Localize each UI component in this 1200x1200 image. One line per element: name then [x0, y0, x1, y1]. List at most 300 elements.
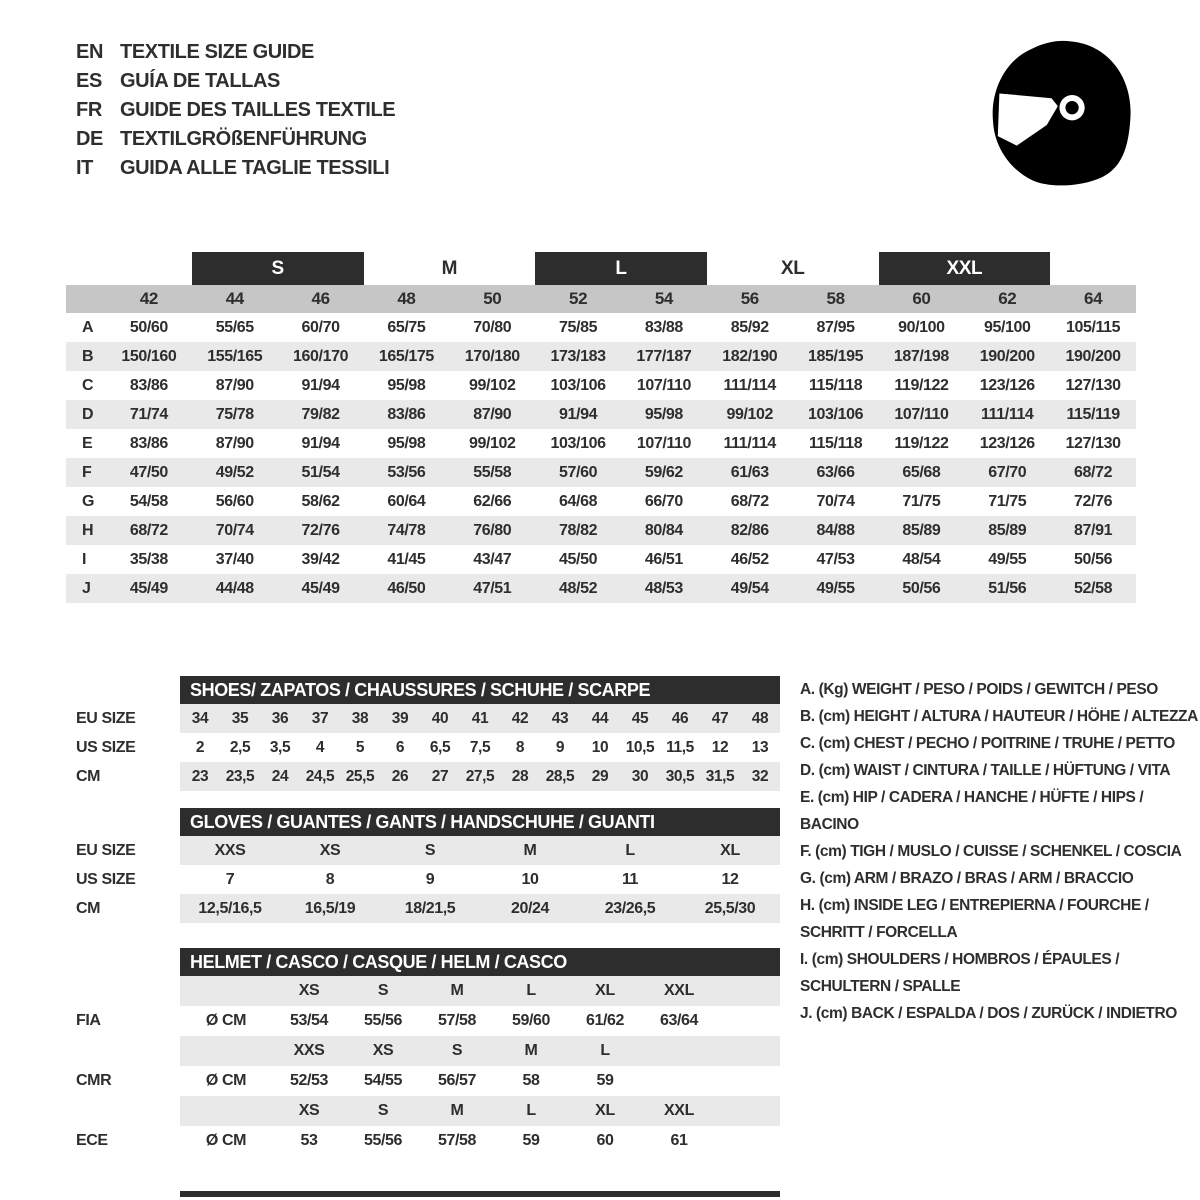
size-group-row — [66, 252, 1136, 285]
measure-value: 55/65 — [215, 318, 254, 336]
cropped-next-section-bar — [180, 1191, 780, 1197]
size-group-l: L — [535, 252, 707, 285]
measure-value: 87/90 — [215, 376, 254, 394]
measure-value: 95/98 — [387, 376, 426, 394]
cell-value: 23 — [191, 767, 209, 785]
row-label: US SIZE — [76, 738, 136, 756]
legend-item: C. (cm) CHEST / PECHO / POITRINE / TRUHE / PETTO — [800, 735, 1175, 752]
language-title-block — [76, 38, 395, 183]
cell-value: 30,5 — [665, 767, 695, 785]
measure-value: 49/52 — [215, 463, 254, 481]
row-label: FIA — [76, 1012, 101, 1029]
measure-row-j — [66, 574, 1136, 603]
row-values — [180, 704, 780, 733]
size-group-xl: XL — [780, 257, 805, 279]
measure-value: 103/106 — [808, 405, 864, 423]
row-label — [62, 1096, 180, 1126]
cell-value: 54/55 — [363, 1072, 403, 1089]
cell-value: 24,5 — [305, 767, 335, 785]
measure-value: 43/47 — [473, 550, 512, 568]
cell-value: S — [377, 1102, 389, 1119]
measure-value: 71/75 — [902, 492, 941, 510]
row-values — [180, 894, 780, 923]
cell-value: 2 — [195, 738, 205, 756]
measure-value: 170/180 — [464, 347, 520, 365]
gloves-row — [62, 865, 780, 894]
helmet-row — [62, 1126, 780, 1156]
gloves-table-header: GLOVES / GUANTES / GANTS / HANDSCHUHE / GUANTI — [180, 808, 780, 836]
legend-item: A. (Kg) WEIGHT / PESO / POIDS / GEWITCH / PESO — [800, 681, 1158, 698]
measure-value: 50/60 — [129, 318, 168, 336]
measure-value: 91/94 — [301, 376, 340, 394]
measure-row-d — [66, 400, 1136, 429]
cell-value: 45 — [631, 709, 649, 727]
measure-value: 75/85 — [559, 318, 598, 336]
measure-value: 155/165 — [207, 347, 263, 365]
measure-value: 187/198 — [893, 347, 949, 365]
measure-value: 39/42 — [301, 550, 340, 568]
measure-value: 56/60 — [215, 492, 254, 510]
cell-value: 7 — [225, 870, 235, 888]
measure-value: 165/175 — [378, 347, 434, 365]
cell-value: 29 — [591, 767, 609, 785]
measure-letter: B — [82, 347, 94, 365]
gloves-row — [62, 836, 780, 865]
measure-row-e — [66, 429, 1136, 458]
cell-value: 59/60 — [511, 1012, 551, 1029]
measure-value: 115/118 — [808, 434, 863, 452]
measure-value: 103/106 — [550, 434, 606, 452]
measure-value: 111/114 — [723, 434, 776, 452]
measure-value: 51/54 — [301, 463, 340, 481]
measure-value: 66/70 — [644, 492, 683, 510]
row-label: CM — [76, 767, 101, 785]
cell-value: XL — [720, 841, 740, 859]
measure-value: 64/68 — [559, 492, 598, 510]
cell-value: 12 — [711, 738, 729, 756]
shoes-row — [62, 733, 780, 762]
measure-value: 58/62 — [301, 492, 340, 510]
cell-value: 36 — [271, 709, 289, 727]
cell-value: 59 — [522, 1132, 540, 1149]
language-row — [76, 38, 395, 67]
measure-value: 115/119 — [1066, 405, 1120, 423]
measure-value: 82/86 — [730, 521, 769, 539]
shoes-row — [62, 762, 780, 791]
measure-value: 115/118 — [808, 376, 863, 394]
cell-value: 5 — [355, 738, 365, 756]
measure-letter: H — [82, 521, 94, 539]
measure-value: 70/74 — [215, 521, 254, 539]
row-values — [180, 1096, 780, 1126]
size-number: 54 — [654, 289, 673, 308]
measure-row-h — [66, 516, 1136, 545]
measure-row-g — [66, 487, 1136, 516]
measure-value: 71/74 — [129, 405, 168, 423]
cell-value: 59 — [596, 1072, 614, 1089]
measurement-legend — [800, 676, 1200, 1027]
measure-value: 72/76 — [301, 521, 340, 539]
legend-item: B. (cm) HEIGHT / ALTURA / HAUTEUR / HÖHE / ALTEZZA — [800, 708, 1198, 725]
row-label — [62, 976, 180, 1006]
measure-letter: F — [82, 463, 92, 481]
measure-value: 35/38 — [129, 550, 168, 568]
measure-value: 37/40 — [215, 550, 254, 568]
cell-value: 27,5 — [465, 767, 495, 785]
measure-value: 55/58 — [473, 463, 512, 481]
cell-value: XXS — [214, 841, 246, 859]
row-values — [180, 1006, 780, 1036]
cell-value: 58 — [522, 1072, 540, 1089]
size-number-row — [66, 285, 1136, 313]
cell-value: M — [450, 982, 464, 999]
cell-value: 42 — [511, 709, 529, 727]
measure-value: 119/122 — [894, 434, 949, 452]
page-title: TEXTILE SIZE GUIDE — [120, 41, 314, 63]
measure-value: 95/98 — [644, 405, 683, 423]
size-number: 46 — [311, 289, 330, 308]
size-number: 44 — [225, 289, 244, 308]
measure-value: 65/68 — [902, 463, 941, 481]
row-values — [180, 865, 780, 894]
measure-value: 103/106 — [550, 376, 606, 394]
cell-value: S — [424, 841, 436, 859]
measure-value: 182/190 — [722, 347, 778, 365]
textile-size-table — [66, 252, 1136, 603]
cell-value: XXS — [293, 1042, 325, 1059]
cell-value: 9 — [425, 870, 435, 888]
helmet-table-header: HELMET / CASCO / CASQUE / HELM / CASCO — [180, 948, 780, 976]
measure-value: 46/51 — [644, 550, 683, 568]
measure-value: 60/64 — [387, 492, 426, 510]
cell-value: M — [524, 1042, 538, 1059]
gloves-size-table — [62, 808, 780, 923]
cell-value: 32 — [751, 767, 769, 785]
measure-value: 49/54 — [730, 579, 769, 597]
legend-item: H. (cm) INSIDE LEG / ENTREPIERNA / FOURCHE / SCHRITT / FORCELLA — [800, 897, 1149, 941]
cell-value: 53 — [300, 1132, 318, 1149]
cell-value: 10 — [591, 738, 609, 756]
helmet-row — [62, 1006, 780, 1036]
measure-value: 53/56 — [387, 463, 426, 481]
language-row — [76, 96, 395, 125]
cell-value: 24 — [271, 767, 289, 785]
cell-value: 53/54 — [289, 1012, 329, 1029]
cell-value: 60 — [596, 1132, 614, 1149]
measure-value: 78/82 — [559, 521, 598, 539]
cell-value: XS — [319, 841, 341, 859]
measure-value: 48/52 — [559, 579, 598, 597]
measure-value: 150/160 — [121, 347, 177, 365]
measure-value: 127/130 — [1065, 376, 1121, 394]
measure-value: 44/48 — [215, 579, 254, 597]
size-group-s: S — [192, 252, 364, 285]
cell-value: 25,5/30 — [704, 899, 756, 917]
shoes-row — [62, 704, 780, 733]
measure-value: 83/86 — [387, 405, 426, 423]
measure-value: 65/75 — [387, 318, 426, 336]
page-title: TEXTILGRÖßENFÜHRUNG — [120, 128, 367, 150]
cell-value: 44 — [591, 709, 609, 727]
measure-value: 45/50 — [559, 550, 598, 568]
measure-letter: J — [82, 579, 91, 597]
language-code: FR — [76, 99, 102, 121]
cell-value: 23/26,5 — [604, 899, 656, 917]
measure-value: 99/102 — [726, 405, 774, 423]
measure-value: 111/114 — [981, 405, 1034, 423]
row-label: EU SIZE — [76, 841, 136, 859]
measure-value: 75/78 — [215, 405, 254, 423]
measure-value: 111/114 — [723, 376, 776, 394]
shoes-size-table — [62, 676, 780, 791]
size-number: 48 — [397, 289, 416, 308]
row-label — [62, 1036, 180, 1066]
cell-value: L — [600, 1042, 610, 1059]
measure-value: 76/80 — [473, 521, 512, 539]
legend-item: G. (cm) ARM / BRAZO / BRAS / ARM / BRACCIO — [800, 870, 1134, 887]
measure-letter: E — [82, 434, 93, 452]
cell-value: XL — [595, 1102, 615, 1119]
cell-value: 55/56 — [363, 1132, 403, 1149]
size-number: 50 — [483, 289, 502, 308]
measure-value: 107/110 — [636, 376, 691, 394]
size-group-spacer — [66, 252, 192, 285]
measure-value: 107/110 — [636, 434, 691, 452]
measure-row-a — [66, 313, 1136, 342]
legend-item: I. (cm) SHOULDERS / HOMBROS / ÉPAULES / SCHULTERN / SPALLE — [800, 951, 1120, 995]
shoes-table-header: SHOES/ ZAPATOS / CHAUSSURES / SCHUHE / SCARPE — [180, 676, 780, 704]
cell-value: XS — [298, 982, 320, 999]
measure-value: 83/86 — [129, 376, 168, 394]
measure-value: 185/195 — [808, 347, 864, 365]
measure-value: 46/50 — [387, 579, 426, 597]
row-label: CMR — [76, 1072, 112, 1089]
cell-value: XS — [372, 1042, 394, 1059]
measure-value: 119/122 — [894, 376, 949, 394]
measure-value: 68/72 — [1074, 463, 1113, 481]
cell-value: 55/56 — [363, 1012, 403, 1029]
cell-value: 12,5/16,5 — [198, 899, 262, 917]
measure-value: 83/86 — [129, 434, 168, 452]
row-values — [180, 762, 780, 791]
measure-value: 95/98 — [387, 434, 426, 452]
language-code: EN — [76, 41, 103, 63]
cell-value: 41 — [471, 709, 489, 727]
cell-value: 18/21,5 — [404, 899, 456, 917]
helmet-row — [62, 976, 780, 1006]
measure-letter: A — [82, 318, 94, 336]
racing-helmet-icon — [982, 30, 1140, 198]
measure-value: 79/82 — [301, 405, 340, 423]
cell-value: 6 — [395, 738, 405, 756]
cell-value: L — [625, 841, 635, 859]
cell-value: 10,5 — [625, 738, 655, 756]
measure-value: 85/92 — [730, 318, 769, 336]
gloves-row — [62, 894, 780, 923]
measure-value: 70/80 — [473, 318, 512, 336]
measure-value: 54/58 — [129, 492, 168, 510]
cell-value: 8 — [515, 738, 525, 756]
measure-value: 60/70 — [301, 318, 340, 336]
measure-value: 91/94 — [559, 405, 598, 423]
measure-value: 41/45 — [387, 550, 426, 568]
legend-item: D. (cm) WAIST / CINTURA / TAILLE / HÜFTUNG / VITA — [800, 762, 1171, 779]
measure-value: 68/72 — [129, 521, 168, 539]
cell-value: 47 — [711, 709, 729, 727]
cell-value: 12 — [721, 870, 739, 888]
measure-value: 46/52 — [730, 550, 769, 568]
size-group-xxl: XXL — [879, 252, 1051, 285]
measure-value: 72/76 — [1074, 492, 1113, 510]
measure-value: 49/55 — [816, 579, 855, 597]
measure-value: 87/90 — [473, 405, 512, 423]
row-values — [180, 733, 780, 762]
measure-value: 190/200 — [979, 347, 1035, 365]
cell-value: 63/64 — [659, 1012, 699, 1029]
cell-value: 57/58 — [437, 1012, 477, 1029]
cell-value: 52/53 — [289, 1072, 329, 1089]
cell-value: 28 — [511, 767, 529, 785]
measure-value: 84/88 — [816, 521, 855, 539]
cell-value: 48 — [751, 709, 769, 727]
measure-value: 85/89 — [902, 521, 941, 539]
cell-value: M — [450, 1102, 464, 1119]
measure-value: 51/56 — [988, 579, 1027, 597]
language-code: IT — [76, 157, 93, 179]
size-number: 60 — [912, 289, 931, 308]
size-number: 52 — [569, 289, 588, 308]
cell-value: 10 — [521, 870, 539, 888]
row-values — [180, 1066, 780, 1096]
helmet-row — [62, 1096, 780, 1126]
cell-value: 8 — [325, 870, 335, 888]
cell-value: 11,5 — [666, 738, 694, 756]
measure-value: 67/70 — [988, 463, 1027, 481]
cell-value: 40 — [431, 709, 449, 727]
language-row — [76, 125, 395, 154]
measure-value: 45/49 — [301, 579, 340, 597]
cell-value: S — [377, 982, 389, 999]
row-label: EU SIZE — [76, 709, 136, 727]
measure-value: 87/90 — [215, 434, 254, 452]
measure-value: 48/53 — [644, 579, 683, 597]
cell-value: 16,5/19 — [304, 899, 356, 917]
measure-value: 123/126 — [979, 376, 1035, 394]
cell-value: 4 — [315, 738, 325, 756]
measure-value: 47/53 — [816, 550, 855, 568]
measure-value: 123/126 — [979, 434, 1035, 452]
measure-value: 61/63 — [730, 463, 769, 481]
row-values — [180, 1036, 780, 1066]
language-row — [76, 67, 395, 96]
size-number: 62 — [998, 289, 1017, 308]
cell-value: 34 — [191, 709, 209, 727]
cell-value: XS — [298, 1102, 320, 1119]
measure-row-f — [66, 458, 1136, 487]
measure-value: 105/115 — [1066, 318, 1121, 336]
cell-value: L — [526, 982, 536, 999]
legend-item: E. (cm) HIP / CADERA / HANCHE / HÜFTE / HIPS / BACINO — [800, 789, 1144, 833]
cell-value: 28,5 — [545, 767, 575, 785]
cell-value: 30 — [631, 767, 649, 785]
cell-value: Ø CM — [205, 1132, 247, 1149]
cell-value: 31,5 — [705, 767, 735, 785]
measure-value: 50/56 — [902, 579, 941, 597]
cell-value: 35 — [231, 709, 249, 727]
cell-value: 61/62 — [585, 1012, 625, 1029]
measure-value: 50/56 — [1074, 550, 1113, 568]
cell-value: 43 — [551, 709, 569, 727]
legend-item: F. (cm) TIGH / MUSLO / CUISSE / SCHENKEL / COSCIA — [800, 843, 1182, 860]
cell-value: 46 — [671, 709, 689, 727]
measure-letter: D — [82, 405, 94, 423]
cell-value: 61 — [670, 1132, 688, 1149]
measure-value: 87/95 — [816, 318, 855, 336]
cell-value: 25,5 — [345, 767, 375, 785]
cell-value: 7,5 — [469, 738, 491, 756]
cell-value: 11 — [621, 870, 639, 888]
cell-value: 39 — [391, 709, 409, 727]
helmet-size-table — [62, 948, 780, 1156]
measure-row-c — [66, 371, 1136, 400]
size-number: 64 — [1084, 289, 1103, 308]
measure-value: 52/58 — [1074, 579, 1113, 597]
row-label: US SIZE — [76, 870, 136, 888]
measure-value: 59/62 — [644, 463, 683, 481]
language-code: ES — [76, 70, 102, 92]
measure-letter: I — [82, 550, 87, 568]
measure-value: 68/72 — [730, 492, 769, 510]
helmet-row — [62, 1036, 780, 1066]
measure-letter: C — [82, 376, 94, 394]
page-title: GUÍA DE TALLAS — [120, 70, 280, 92]
language-row — [76, 154, 395, 183]
cell-value: 27 — [431, 767, 449, 785]
helmet-row — [62, 1066, 780, 1096]
measure-value: 127/130 — [1065, 434, 1121, 452]
cell-value: 38 — [351, 709, 369, 727]
measure-value: 173/183 — [550, 347, 606, 365]
cell-value: 13 — [751, 738, 769, 756]
cell-value: 23,5 — [225, 767, 255, 785]
measure-value: 99/102 — [468, 376, 516, 394]
measure-value: 83/88 — [644, 318, 683, 336]
measure-value: 45/49 — [129, 579, 168, 597]
measure-row-b — [66, 342, 1136, 371]
measure-value: 95/100 — [983, 318, 1031, 336]
measure-value: 70/74 — [816, 492, 855, 510]
measure-value: 190/200 — [1065, 347, 1121, 365]
measure-value: 71/75 — [988, 492, 1027, 510]
measure-row-i — [66, 545, 1136, 574]
cell-value: XXL — [664, 982, 694, 999]
measure-value: 49/55 — [988, 550, 1027, 568]
cell-value: Ø CM — [205, 1012, 247, 1029]
size-number: 42 — [139, 289, 158, 308]
measure-value: 90/100 — [898, 318, 945, 336]
page-title: GUIDE DES TAILLES TEXTILE — [120, 99, 396, 121]
measure-value: 47/51 — [473, 579, 512, 597]
page-title: GUIDA ALLE TAGLIE TESSILI — [120, 157, 390, 179]
size-group-m: M — [441, 257, 458, 279]
size-group-spacer — [1050, 252, 1136, 285]
cell-value: 2,5 — [229, 738, 251, 756]
measure-value: 80/84 — [644, 521, 683, 539]
cell-value: XXL — [664, 1102, 694, 1119]
language-code: DE — [76, 128, 103, 150]
cell-value: 3,5 — [269, 738, 291, 756]
cell-value: 6,5 — [429, 738, 451, 756]
